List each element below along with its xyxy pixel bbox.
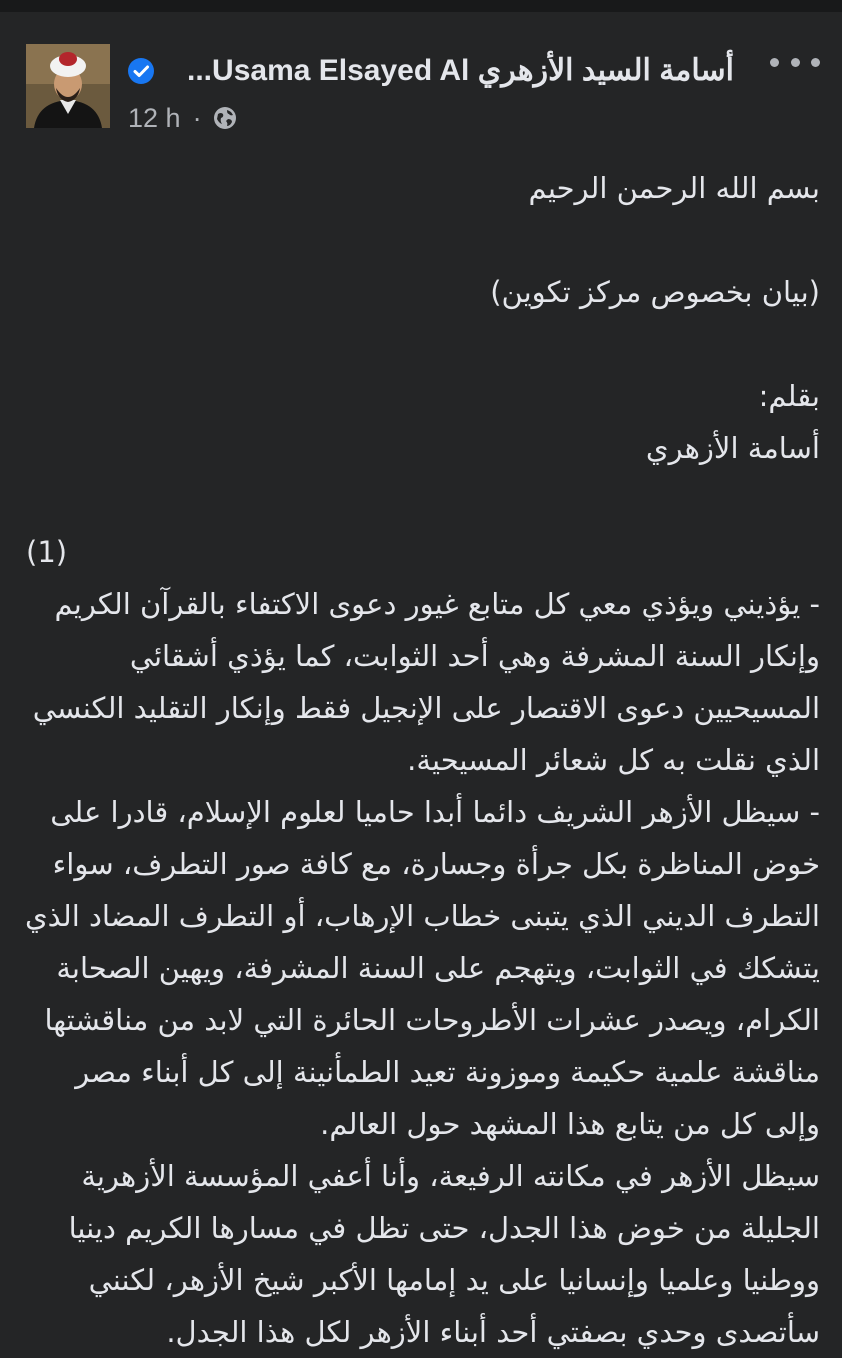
avatar[interactable] <box>26 44 110 128</box>
spacer <box>20 214 820 266</box>
paragraph-3: سيظل الأزهر في مكانته الرفيعة، وأنا أعفي المؤسسة الأزهرية الجليلة من خوض هذا الجدل، حتى تظل في مسارها الكريم دينيا ووطنيا وعلميا وإنسانيا على يد إمامها الأكبر شيخ الأزهر، لكنني سأتصدى وحدي بصفتي أحد أبناء الأزهر لكل هذا الجدل. <box>68 1159 820 1349</box>
globe-icon[interactable] <box>212 105 238 131</box>
basmala: بسم الله الرحمن الرحيم <box>528 171 820 205</box>
top-strip <box>0 0 842 12</box>
spacer <box>20 474 820 526</box>
verified-badge-icon <box>126 56 156 86</box>
post-meta <box>128 98 238 138</box>
author-name[interactable]: أسامة السيد الأزهري Usama Elsayed Al... <box>187 53 734 87</box>
byline-name: أسامة الأزهري <box>645 431 820 465</box>
more-dot <box>791 58 800 67</box>
meta-separator: · <box>192 102 202 133</box>
more-dot <box>811 58 820 67</box>
statement-title: (بيان بخصوص مركز تكوين) <box>490 275 820 309</box>
more-options-button[interactable] <box>770 52 820 72</box>
more-dot <box>770 58 779 67</box>
post-body <box>20 162 820 1358</box>
timestamp[interactable]: 12 h <box>128 102 181 133</box>
section-number: (1) <box>26 535 68 569</box>
spacer <box>20 318 820 370</box>
byline-label: بقلم: <box>758 379 820 413</box>
paragraph-2: - سيظل الأزهر الشريف دائما أبدا حاميا لعلوم الإسلام، قادرا على خوض المناظرة بكل جرأة وجسارة، مع كافة صور التطرف، سواء التطرف الديني الذي يتبنى خطاب الإرهاب، أو التطرف المضاد الذي يتشكك في الثوابت، ويتهجم على السنة المشرفة، ويهين الصحابة الكرام، ويصدر عشرات الأطروحات الحائرة التي لابد من مناقشتها مناقشة علمية حكيمة وموزونة تعيد الطمأنينة إلى كل أبناء مصر وإلى كل من يتابع هذا المشهد حول العالم. <box>24 795 820 1141</box>
paragraph-1: - يؤذيني ويؤذي معي كل متابع غيور دعوى الاكتفاء بالقرآن الكريم وإنكار السنة المشرفة وهي أحد الثوابت، كما يؤذي أشقائي المسيحيين دعوى الاقتصار على الإنجيل فقط وإنكار التقليد الكنسي الذي نقلت به كل شعائر المسيحية. <box>32 587 820 777</box>
avatar-image <box>26 44 110 128</box>
